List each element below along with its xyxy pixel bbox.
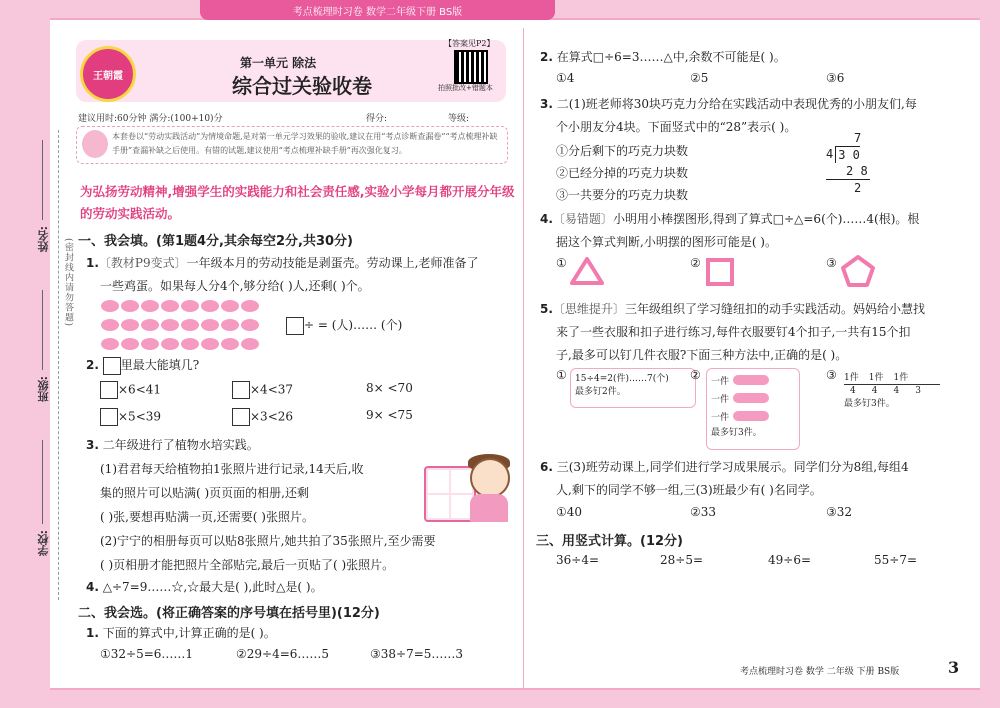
grade-label: 等级: bbox=[448, 114, 470, 124]
question-text: 三年级组织了学习缝纽扣的动手实践活动。妈妈给小慧找 bbox=[624, 302, 925, 316]
buttons-row bbox=[733, 411, 769, 421]
score-label: 得分: bbox=[366, 114, 388, 124]
question-r4-line2: 据这个算式判断,小明摆的图形可能是( )。 bbox=[556, 235, 777, 249]
brand-logo-text: 王朝霞 bbox=[93, 70, 123, 82]
question-r3-line2: 个小朋友分4块。下面竖式中的“28”表示( )。 bbox=[556, 120, 797, 134]
question-4 bbox=[86, 578, 323, 595]
division-dividend: 3 0 bbox=[835, 146, 860, 163]
section-1-heading: 一、我会填。(第1题4分,其余每空2分,共30分) bbox=[78, 234, 353, 249]
number-line bbox=[844, 384, 940, 385]
segment-value: 4 bbox=[871, 386, 878, 396]
option-2[interactable]: ②已经分掉的巧克力块数 bbox=[556, 166, 689, 180]
calc-item-4[interactable]: 55÷7= bbox=[874, 553, 918, 567]
answer-box[interactable] bbox=[232, 381, 250, 399]
question-1-line2: 一些鸡蛋。如果每人分4个,够分给( )人,还剩( )个。 bbox=[100, 279, 370, 293]
column-divider bbox=[523, 28, 524, 688]
calc-item-1[interactable]: 36÷4= bbox=[556, 553, 600, 567]
option-2[interactable]: ②5 bbox=[690, 71, 709, 85]
option-label-2[interactable]: ② bbox=[690, 368, 701, 382]
q2-item-6: 9× <75 bbox=[366, 408, 413, 422]
square-shape-icon[interactable] bbox=[704, 256, 736, 288]
scenario-lead: 为弘扬劳动精神,增强学生的实践能力和社会责任感,实验小学每月都开展分年级的劳动实践活动。 bbox=[80, 184, 515, 221]
option-label-2[interactable]: ② bbox=[690, 256, 701, 270]
question-number: 1. bbox=[86, 626, 99, 640]
inequality: ×4<37 bbox=[250, 382, 294, 397]
buttons-row bbox=[733, 393, 769, 403]
option-label-3[interactable]: ③ bbox=[826, 368, 837, 382]
section-2-question-1 bbox=[86, 624, 276, 641]
division-quotient: 7 bbox=[854, 131, 862, 145]
seal-line bbox=[58, 130, 59, 600]
calc-item-3[interactable]: 49÷6= bbox=[768, 553, 812, 567]
question-tag: 〔教材P9变式〕 bbox=[98, 256, 187, 270]
question-r5-line3: 子,最多可以钉几件衣服?下面三种方法中,正确的是( )。 bbox=[556, 348, 848, 362]
q2-item-1 bbox=[100, 381, 161, 399]
equation-text: ÷ = (人)…… (个) bbox=[304, 318, 403, 332]
inequality: ×6<41 bbox=[118, 382, 162, 397]
method-1-result: 最多钉2件。 bbox=[575, 387, 626, 397]
group-label: 1件 bbox=[868, 373, 884, 383]
group-label: 1件 bbox=[844, 373, 859, 383]
calc-item-2[interactable]: 28÷5= bbox=[660, 553, 704, 567]
option-label-3[interactable]: ③ bbox=[826, 256, 837, 270]
option-1[interactable]: ①40 bbox=[556, 505, 583, 519]
row-label: 一件 bbox=[711, 394, 730, 405]
question-1 bbox=[86, 254, 478, 271]
method-1-equation: 15÷4=2(件)……7(个) bbox=[575, 374, 669, 384]
question-tag: 〔易错题〕 bbox=[552, 212, 613, 226]
question-r4 bbox=[540, 210, 919, 227]
option-1[interactable]: ①分后剩下的巧克力块数 bbox=[556, 144, 689, 158]
photo-album-illustration bbox=[424, 466, 476, 522]
question-r5 bbox=[540, 300, 925, 317]
question-tag: 〔思维提升〕 bbox=[552, 302, 625, 316]
school-line bbox=[42, 440, 43, 524]
qr-code-icon[interactable] bbox=[454, 50, 488, 84]
qr-caption: 拍照批改+错题本 bbox=[438, 84, 493, 92]
question-number: 1. bbox=[86, 256, 99, 270]
name-label: 姓名: bbox=[37, 226, 50, 253]
row-label: 一件 bbox=[711, 376, 730, 387]
option-2[interactable]: ②33 bbox=[690, 505, 717, 519]
school-label: 学校: bbox=[37, 530, 50, 557]
unit-title: 第一单元 除法 bbox=[240, 56, 317, 70]
question-text: 三(3)班劳动课上,同学们进行学习成果展示。同学们分为8组,每组4 bbox=[556, 460, 909, 474]
answer-box[interactable] bbox=[286, 317, 304, 335]
q3-line-3: ( )张,要想再贴满一页,还需要( )张照片。 bbox=[100, 510, 314, 524]
question-number: 6. bbox=[540, 460, 553, 474]
question-text: 二年级进行了植物水培实践。 bbox=[102, 438, 259, 452]
method-2-box[interactable] bbox=[706, 368, 800, 450]
buttons-row bbox=[733, 375, 769, 385]
question-r5-line2: 来了一些衣服和扣子进行练习,每件衣服要钉4个扣子,一共有15个扣 bbox=[556, 325, 911, 339]
q3-line-4: (2)宁宁的相册每页可以贴8张照片,她共拍了35张照片,至少需要 bbox=[100, 534, 436, 548]
question-text: 在算式□÷6=3……△中,余数不可能是( )。 bbox=[556, 50, 786, 64]
division-product: 2 8 bbox=[826, 163, 870, 180]
question-r3 bbox=[540, 95, 917, 112]
division-divisor: 4 bbox=[826, 147, 834, 161]
row-label: 一件 bbox=[711, 412, 730, 423]
question-number: 3. bbox=[86, 438, 99, 452]
method-3-result: 最多钉3件。 bbox=[844, 399, 895, 409]
answer-box[interactable] bbox=[100, 408, 118, 426]
time-info: 建议用时:60分钟 满分:(100+10)分 bbox=[78, 114, 223, 124]
inequality: ×3<26 bbox=[250, 409, 294, 424]
question-text: 下面的算式中,计算正确的是( )。 bbox=[102, 626, 276, 640]
question-number: 2. bbox=[86, 358, 99, 372]
answer-box[interactable] bbox=[103, 357, 121, 375]
option-1[interactable]: ①4 bbox=[556, 71, 575, 85]
intro-text: 本套卷以“劳动实践活动”为情境命题,是对第一单元学习效果的验收,建议在用“考点诊断查漏卷”“考点梳理补缺手册”查漏补缺之后使用。有错的试题,建议使用“考点梳理补缺手册”再次强化复习。 bbox=[112, 132, 498, 155]
option-3[interactable]: ③一共要分的巧克力块数 bbox=[556, 188, 689, 202]
question-text: 二(1)班老师将30块巧克力分给在实践活动中表现优秀的小朋友们,每 bbox=[556, 97, 917, 111]
q2-item-5 bbox=[232, 408, 293, 426]
page-number: 3 bbox=[948, 658, 960, 677]
question-text: 小明用小棒摆图形,得到了算式□÷△=6(个)……4(根)。根 bbox=[612, 212, 920, 226]
segment-value: 4 bbox=[893, 386, 900, 396]
option-3[interactable]: ③6 bbox=[826, 71, 845, 85]
q3-line-5: ( )页相册才能把照片全部贴完,最后一页贴了( )张照片。 bbox=[100, 558, 395, 572]
question-text: 里最大能填几? bbox=[120, 358, 200, 372]
question-number: 4. bbox=[86, 580, 99, 594]
segment-value: 3 bbox=[915, 386, 921, 396]
inequality: ×5<39 bbox=[118, 409, 162, 424]
group-label: 1件 bbox=[893, 373, 909, 383]
triangle-shape-icon[interactable] bbox=[570, 256, 604, 286]
child-illustration bbox=[470, 458, 510, 498]
question-text: △÷7=9……☆,☆最大是( ),此时△是( )。 bbox=[102, 580, 323, 594]
question-r6 bbox=[540, 458, 909, 475]
method-3-box[interactable] bbox=[840, 368, 952, 422]
top-banner: 考点梳理时习卷 数学二年级下册 BS版 bbox=[200, 0, 555, 20]
footer-text: 考点梳理时习卷 数学 二年级 下册 BS版 bbox=[740, 667, 900, 677]
answer-box[interactable] bbox=[100, 381, 118, 399]
child-illustration-body bbox=[470, 494, 508, 522]
option-2[interactable]: ②29÷4=6……5 bbox=[236, 647, 330, 661]
pentagon-shape-icon[interactable] bbox=[840, 254, 876, 288]
question-2 bbox=[86, 356, 199, 375]
section-3-heading: 三、用竖式计算。(12分) bbox=[536, 534, 683, 549]
question-3 bbox=[86, 436, 259, 453]
method-1-box[interactable] bbox=[570, 368, 696, 408]
question-number: 2. bbox=[540, 50, 553, 64]
question-1-equation bbox=[286, 316, 402, 335]
q2-item-3: 8× <70 bbox=[366, 381, 413, 395]
long-division bbox=[826, 130, 870, 196]
answer-box[interactable] bbox=[232, 408, 250, 426]
segment-value: 4 bbox=[850, 386, 856, 396]
name-line bbox=[42, 140, 43, 220]
division-remainder: 2 bbox=[854, 181, 862, 195]
q2-item-4 bbox=[100, 408, 161, 426]
page-title: 综合过关验收卷 bbox=[232, 74, 372, 98]
option-1[interactable]: ①32÷5=6……1 bbox=[100, 647, 194, 661]
q3-line-2: 集的照片可以贴满( )页页面的相册,还剩 bbox=[100, 486, 309, 500]
class-line bbox=[42, 290, 43, 370]
question-number: 3. bbox=[540, 97, 553, 111]
question-number: 5. bbox=[540, 302, 553, 316]
brand-logo bbox=[80, 46, 136, 102]
seal-note: (密封线内请勿答题) bbox=[63, 238, 73, 328]
class-label: 班级: bbox=[37, 376, 50, 403]
question-r2 bbox=[540, 48, 786, 65]
teacher-avatar-icon bbox=[82, 130, 108, 158]
q2-item-2 bbox=[232, 381, 293, 399]
section-2-heading: 二、我会选。(将正确答案的序号填在括号里)(12分) bbox=[78, 606, 380, 621]
option-label-1[interactable]: ① bbox=[556, 368, 567, 382]
question-number: 4. bbox=[540, 212, 553, 226]
question-r6-line2: 人,剩下的同学不够一组,三(3)班最少有( )名同学。 bbox=[556, 483, 822, 497]
option-3[interactable]: ③32 bbox=[826, 505, 853, 519]
option-3[interactable]: ③38÷7=5……3 bbox=[370, 647, 464, 661]
eggs-illustration bbox=[100, 298, 274, 355]
question-text: 一年级本月的劳动技能是剥蛋壳。劳动课上,老师准备了 bbox=[186, 256, 479, 270]
option-label-1[interactable]: ① bbox=[556, 256, 567, 270]
answer-reference: 【答案见P2】 bbox=[444, 39, 495, 48]
q3-line-1: (1)君君每天给植物拍1张照片进行记录,14天后,收 bbox=[100, 462, 364, 476]
method-2-result: 最多钉3件。 bbox=[711, 428, 762, 438]
